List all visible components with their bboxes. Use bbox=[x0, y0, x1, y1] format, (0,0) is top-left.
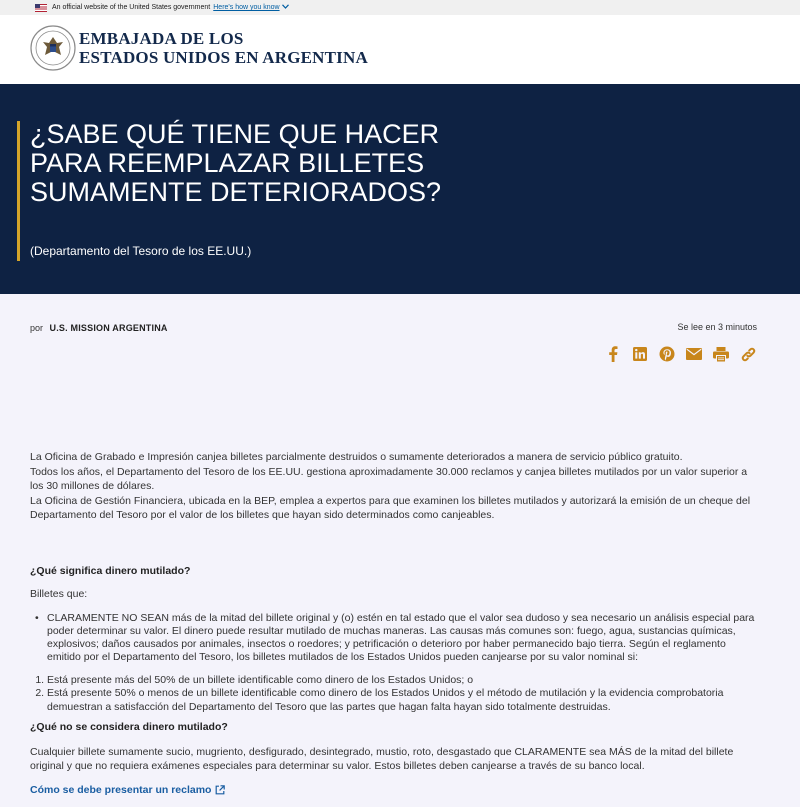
site-header bbox=[0, 15, 800, 84]
section-heading-mutilated: ¿Qué significa dinero mutilado? bbox=[30, 564, 191, 577]
list-item: 1. Está presente más del 50% de un billete identificable como dinero de los Estados Unidos; o bbox=[47, 674, 760, 688]
copy-link-icon[interactable] bbox=[739, 345, 757, 363]
heres-how-you-know-link[interactable]: Here's how you know bbox=[213, 4, 288, 11]
byline bbox=[30, 323, 168, 333]
share-toolbar bbox=[604, 345, 757, 363]
claim-link[interactable]: Cómo se debe presentar un reclamo bbox=[30, 783, 225, 798]
author-link[interactable]: U.S. MISSION ARGENTINA bbox=[49, 323, 168, 333]
byline-prefix: por bbox=[30, 323, 44, 333]
list-item: 2. Está presente 50% o menos de un billete identificable como dinero de los Estados Unidos y el método de mutilación y la evidencia comprobatoria demuestran a satisfacción del Departamento del Tesoro que las partes que hagan falta hayan sido totalmente destruidas. bbox=[47, 687, 760, 714]
article-paragraph: Todos los años, el Departamento del Tesoro de los EE.UU. gestiona aproximadamente 30.000 reclamos y canjea billetes mutilados por un valor superior a los 30 millones de dólares. bbox=[30, 465, 748, 492]
facebook-icon[interactable] bbox=[604, 345, 622, 363]
section-heading-not-mutilated: ¿Qué no se considera dinero mutilado? bbox=[30, 721, 228, 733]
gov-banner-text: An official website of the United States government bbox=[52, 4, 211, 11]
article-paragraph: Cualquier billete sumamente sucio, mugriento, desfigurado, desintegrado, mustio, roto, desgastado que CLARAMENTE sea MÁS de la mitad del billete original y que no requiera exámenes especiales para determinar su valor. Estos billetes deben canjearse a través de su banco local. bbox=[30, 745, 734, 772]
bullet-list bbox=[30, 612, 760, 664]
email-icon[interactable] bbox=[685, 345, 703, 363]
linkedin-icon[interactable] bbox=[631, 345, 649, 363]
numbered-list bbox=[30, 674, 760, 715]
gov-banner bbox=[0, 0, 800, 15]
print-icon[interactable] bbox=[712, 345, 730, 363]
external-link-icon bbox=[215, 785, 225, 795]
list-item: • CLARAMENTE NO SEAN más de la mitad del billete original y (o) estén en tal estado que el valor sea dudoso y sea necesario un análisis especial para poder determinar su valor. El dinero puede resultar mutilado de muchas maneras. Las causas más comunes son: fuego, agua, sustancias químicas, explosivos; daños causados por animales, insectos o roedores; y petrificación o deterioro por haber permanecido bajo tierra. Según el reglamento emitido por el Departamento del Tesoro, los billetes mutilados de los Estados Unidos pueden canjearse por su valor nominal si: bbox=[47, 612, 760, 664]
hero-banner bbox=[0, 84, 800, 294]
page-title: ¿SABE QUÉ TIENE QUE HACER PARA REEMPLAZAR BILLETES SUMAMENTE DETERIORADOS? bbox=[30, 119, 442, 207]
article-paragraph: La Oficina de Gestión Financiera, ubicada en la BEP, emplea a expertos para que examinen los billetes mutilados y autorizará la emisión de un cheque del Departamento del Tesoro por el valor de los billetes que hayan sido determinados como canjeables. bbox=[30, 494, 751, 521]
pinterest-icon[interactable] bbox=[658, 345, 676, 363]
article-paragraph: Billetes que: bbox=[30, 588, 88, 600]
site-title[interactable]: EMBAJADA DE LOS ESTADOS UNIDOS EN ARGENTINA bbox=[79, 29, 368, 67]
embassy-seal-logo[interactable] bbox=[30, 25, 76, 71]
page-subtitle: (Departamento del Tesoro de los EE.UU.) bbox=[30, 244, 252, 258]
article-paragraph: La Oficina de Grabado e Impresión canjea billetes parcialmente destruidos o sumamente deteriorados a manera de servicio público gratuito. bbox=[30, 451, 683, 463]
us-flag-icon bbox=[35, 4, 47, 12]
article-body bbox=[30, 450, 760, 797]
hero-accent-bar bbox=[17, 121, 20, 261]
read-time: Se lee en 3 minutos bbox=[677, 322, 757, 332]
chevron-down-icon bbox=[282, 4, 289, 11]
